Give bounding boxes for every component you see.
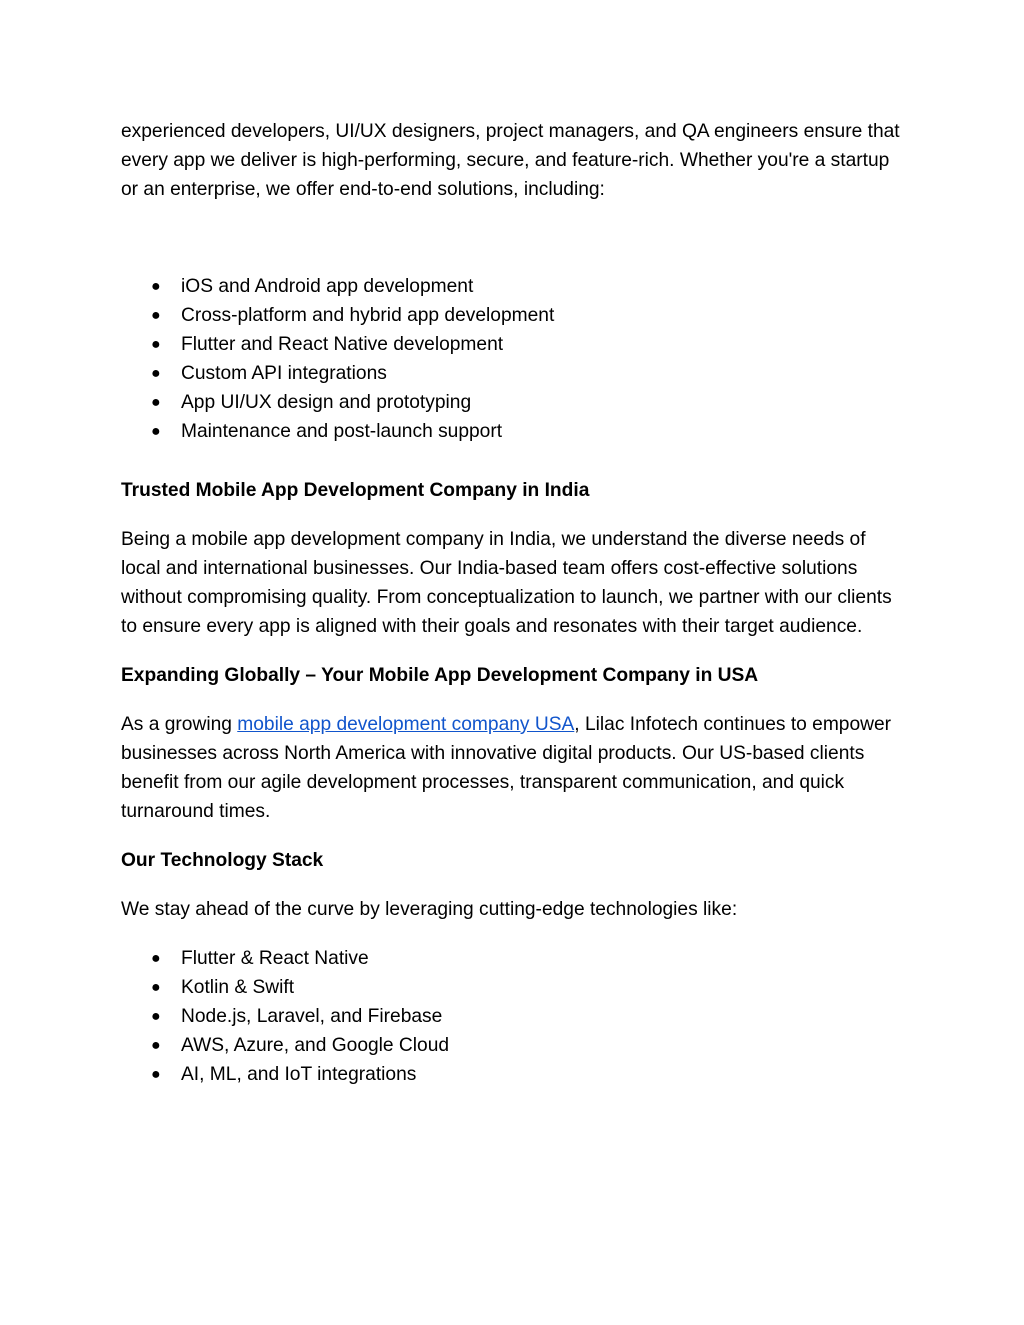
list-item: ● AI, ML, and IoT integrations bbox=[121, 1060, 904, 1089]
intro-paragraph: experienced developers, UI/UX designers, project managers, and QA engineers ensure that every app we deliver is high-performing, secure, and feature-rich. Whether you're a startup or an enterprise, we offer end-to-end solutions, including: bbox=[121, 121, 900, 200]
usa-company-link[interactable]: mobile app development company USA bbox=[237, 714, 575, 735]
usa-paragraph: As a growing mobile app development company USA, Lilac Infotech continues to empower businesses across North America with innovative digital products. Our US-based clients benefit from our agile development processes, transparent communication, and quick turnaround times. bbox=[121, 714, 892, 822]
list-item: ● Node.js, Laravel, and Firebase bbox=[121, 1002, 904, 1031]
bullet-icon: ● bbox=[151, 423, 161, 440]
bullet-icon: ● bbox=[151, 950, 161, 967]
stack-list bbox=[121, 944, 904, 1089]
list-item: ● Flutter & React Native bbox=[121, 944, 904, 973]
services-list bbox=[121, 272, 904, 446]
list-item: ● App UI/UX design and prototyping bbox=[121, 388, 904, 417]
list-item: ● AWS, Azure, and Google Cloud bbox=[121, 1031, 904, 1060]
bullet-icon: ● bbox=[151, 1037, 161, 1054]
bullet-icon: ● bbox=[151, 1008, 161, 1025]
list-item: ● Custom API integrations bbox=[121, 359, 904, 388]
list-item: ● iOS and Android app development bbox=[121, 272, 904, 301]
list-item: ● Flutter and React Native development bbox=[121, 330, 904, 359]
bullet-icon: ● bbox=[151, 307, 161, 324]
india-paragraph: Being a mobile app development company in India, we understand the diverse needs of local and international businesses. Our India-based team offers cost-effective solutions without compromising quality. From conceptualization to launch, we partner with our clients to ensure every app is aligned with their goals and resonates with their target audience. bbox=[121, 529, 892, 637]
bullet-icon: ● bbox=[151, 979, 161, 996]
bullet-icon: ● bbox=[151, 336, 161, 353]
stack-intro: We stay ahead of the curve by leveraging cutting-edge technologies like: bbox=[121, 899, 738, 920]
list-item: ● Kotlin & Swift bbox=[121, 973, 904, 1002]
bullet-icon: ● bbox=[151, 1066, 161, 1083]
india-heading: Trusted Mobile App Development Company in India bbox=[121, 480, 590, 501]
usa-heading: Expanding Globally – Your Mobile App Development Company in USA bbox=[121, 665, 759, 686]
list-item: ● Maintenance and post-launch support bbox=[121, 417, 904, 446]
bullet-icon: ● bbox=[151, 365, 161, 382]
list-item: ● Cross-platform and hybrid app development bbox=[121, 301, 904, 330]
stack-heading: Our Technology Stack bbox=[121, 850, 324, 871]
bullet-icon: ● bbox=[151, 394, 161, 411]
bullet-icon: ● bbox=[151, 278, 161, 295]
